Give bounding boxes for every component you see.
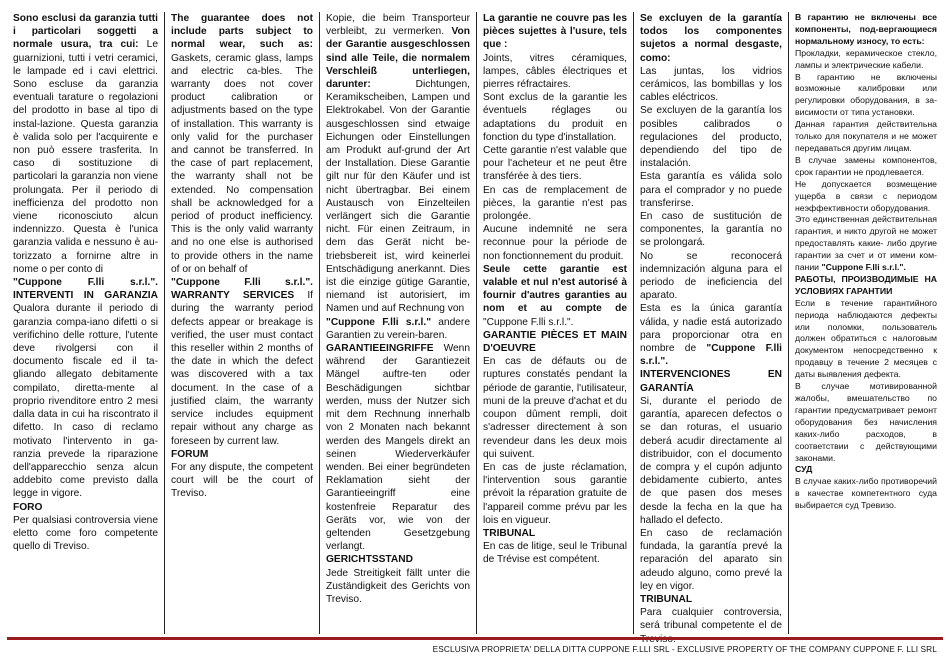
section-heading <box>795 274 937 298</box>
body-text: En cas de juste réclamation, l'intervention sous garantie prévoit la réparation gratuite de l'appareil comme prévu par les lois en vigueur. <box>483 461 627 526</box>
bold-text: FORO <box>13 501 43 513</box>
paragraph <box>795 72 937 120</box>
body-text: В случае мотивированной жалобы, вмешательство по гарантии предусматривает ремонт оборудования без начисления каких-либо расходов, в соответствии с действующими законами. <box>795 381 937 463</box>
body-text: No se reconocerá indemnización alguna para el periodo de ineficiencia del aparato. <box>640 250 782 302</box>
section-heading <box>326 553 470 566</box>
bold-text: "Cuppone F.lli s.r.l.". WARRANTY SERVICES <box>171 277 313 302</box>
body-text: Gaskets, ceramic glass, lamps and electric ca-bles. The warranty does not cover product calibration or adjustments based on the type of installation. This warranty is only valid for the purchaser and cannot be transferred. In the case of part replacement, the warranty shall not be extended. No compensation shall be acknowledged for a period of product inefficiency. This is the only valid warranty and no one else is authorised to provide others in the name of or on behalf of <box>171 52 313 275</box>
body-text: En cas de défauts ou de ruptures constatés pendant la période de garantie, l'utilisateur, muni de la preuve d'achat et du coupon dûment rempli, doit s'adresser directement à son revendeur dans les deux mois qui suivent. <box>483 356 627 460</box>
body-text: Sont exclus de la garantie les éventuels réglages ou adaptations du produit en fonction du type d'installation. <box>483 92 627 143</box>
section-heading <box>640 368 782 394</box>
body-text: Данная гарантия действительна только для покупателя и не может передаваться другим лицам. <box>795 119 937 153</box>
bold-text: TRIBUNAL <box>640 593 693 605</box>
paragraph <box>795 179 937 215</box>
bold-text: GARANTIEEINGRIFFE <box>326 343 434 355</box>
body-text: Прокладки, керамическое стекло, лампы и электрические кабели. <box>795 47 937 70</box>
paragraph <box>640 527 782 593</box>
bold-text: "Cuppone F.lli s.r.l.". <box>821 262 906 273</box>
paragraph <box>13 12 158 276</box>
paragraph <box>483 144 627 184</box>
column-spanish <box>633 12 788 634</box>
bold-text: Seule cette garantie est valable et nul n'est autorisé à fournir d'autres garanties au nom et au compte de <box>483 263 627 315</box>
paragraph <box>640 12 782 65</box>
paragraph <box>795 155 937 179</box>
bold-text: TRIBUNAL <box>483 527 536 539</box>
body-text: Это единственная действительная гарантия, и никто другой не может предоставлять какие- либо другие гарантии за счет и от имени ком-пании <box>795 214 937 273</box>
bold-text: СУД <box>795 464 813 475</box>
body-text: En caso de reclamación fundada, la garantía prevé la reparación del aparato sin adeudo alguno, como prevé la ley en vigor. <box>640 527 782 592</box>
paragraph <box>795 381 937 464</box>
paragraph <box>640 104 782 170</box>
paragraph <box>483 184 627 224</box>
paragraph <box>795 476 937 512</box>
body-text: Joints, vitres céramiques, lampes, câbles électriques et pierres réfractaires. <box>483 52 627 91</box>
paragraph <box>13 514 158 554</box>
bold-text: INTERVENCIONES EN GARANTÍA <box>640 369 782 394</box>
bold-text: Von der Garantie ausgeschlossen sind alle Teile, die normalem Verschleiß unterliegen, darunter: <box>326 26 470 91</box>
column-french <box>476 12 633 634</box>
bold-text: FORUM <box>171 448 209 460</box>
paragraph <box>483 223 627 263</box>
paragraph <box>326 12 470 316</box>
body-text: Le guarnizioni, tutti i vetri ceramici, le lampade ed i cavi elettrici. Sono escluse da garanzia eventuali tarature o regolazioni del prodotto in base al tipo di instal-lazione. Questa garanzia è valida solo per l'acquirente e non può essere trasferita. In caso di sostituzione di particolari la garanzia non viene prolungata. Per il periodo di inefficienza del prodotto non viene riconosciuto alcun indennizzo. Questa è l'unica garanzia valida e nessuno è au-torizzato a fornirne altre in nome o per conto di <box>13 39 158 275</box>
paragraph <box>795 214 937 274</box>
paragraph <box>795 48 937 72</box>
column-russian <box>788 12 943 634</box>
bold-text: "Cuppone F.lli s.r.l.". <box>640 343 782 368</box>
body-text: В случае замены компонентов, срок гарантии не продлевается. <box>795 154 937 177</box>
paragraph <box>483 12 627 52</box>
paragraph <box>13 276 158 500</box>
bold-text: РАБОТЫ, ПРОИЗВОДИМЫЕ НА УСЛОВИЯХ ГАРАНТИИ <box>795 273 937 296</box>
paragraph <box>483 263 627 329</box>
column-english <box>164 12 319 634</box>
footer-ownership-note: ESCLUSIVA PROPRIETA' DELLA DITTA CUPPONE F.LLI SRL - EXCLUSIVE PROPERTY OF THE COMPANY CUPPONE F. LLI SRL <box>432 644 937 654</box>
paragraph <box>795 119 937 155</box>
bold-text: La garantie ne couvre pas les pièces sujettes à l'usure, tels que : <box>483 13 627 51</box>
body-text: Aucune indemnité ne sera reconnue pour la période de non fonctionnement du produit. <box>483 224 627 262</box>
paragraph <box>640 65 782 105</box>
paragraph <box>483 355 627 461</box>
body-text: Se excluyen de la garantía los posibles calibrados o regulaciones del producto, dependiendo del tipo de instalación. <box>640 105 782 170</box>
text-columns <box>7 12 943 634</box>
section-heading <box>171 448 313 461</box>
paragraph <box>171 12 313 276</box>
column-german <box>319 12 476 634</box>
paragraph <box>795 12 937 48</box>
paragraph <box>483 52 627 92</box>
section-heading <box>13 501 158 514</box>
paragraph <box>795 298 937 381</box>
paragraph <box>326 567 470 607</box>
paragraph <box>483 540 627 566</box>
body-text: Не допускается возмещение ущерба в связи с периодом неэффективности оборудования. <box>795 178 937 213</box>
bold-text: Se excluyen de la garantía todos los componentes sujetos a normal desgaste, como: <box>640 13 782 64</box>
paragraph <box>640 302 782 368</box>
bold-text: "Cuppone F.lli s.r.l." <box>326 316 432 328</box>
paragraph <box>483 461 627 527</box>
section-heading <box>483 527 627 540</box>
body-text: Dichtungen, Keramikscheiben, Lampen und Elektrokabel. Von der Garantie ausgeschlossen sind etwaige Eichungen oder Einstellungen am Produkt auf-grund der Art der Installation. Diese Garantie gilt nur für den Käufer und ist nicht übertragbar. Bei einem Austausch von Einzelteilen verlängert sich die Garantie nicht. Für einen Zeitraum, in dem das Gerät nicht be-triebsbereit ist, wird keinerlei Entschädigung anerkannt. Dies ist die einzige gütige Garantie, niemand ist autorisiert, im Namen und auf Rechnung von <box>326 79 470 315</box>
bold-text: GERICHTSSTAND <box>326 554 413 566</box>
body-text: En cas de remplacement de pièces, la garantie n'est pas prolongée. <box>483 184 627 223</box>
body-text: Esta es la única garantía válida, y nadie está autorizado para proporcionar otra en nombre de <box>640 303 782 355</box>
paragraph <box>483 91 627 144</box>
paragraph <box>171 461 313 501</box>
section-heading <box>795 464 937 476</box>
body-text: Cette garantie n'est valable que pour l'acheteur et ne peut être transférée à des tiers. <box>483 145 627 183</box>
body-text: andere Garantien zu verein-baren. <box>326 316 470 341</box>
body-text: Si, durante el periodo de garantía, aparecen defectos o se dan roturas, el usuario deberá acudir directamente al distribuidor, con el documento de compra y el cupón adjunto debidamente cubierto, antes de que pasen dos meses desde la fecha en la que ha hallado el defecto. <box>640 395 782 526</box>
bold-text: GARANTIE PIÈCES ET MAIN D'OEUVRE <box>483 329 627 355</box>
body-text: "Cuppone F.lli s.r.l.". <box>483 316 574 328</box>
section-heading <box>483 329 627 355</box>
body-text: Если в течение гарантийного периода наблюдаются дефекты или поломки, пользователь должен обратиться с налоговым документом непосредственно к продавцу в течение 2 месяцев с даты выявления дефекта. <box>795 297 937 380</box>
body-text: En cas de litige, seul le Tribunal de Trévise est compétent. <box>483 541 627 566</box>
footer-rule <box>7 637 943 640</box>
bold-text: "Cuppone F.lli s.r.l.". INTERVENTI IN GARANZIA <box>13 277 158 302</box>
body-text: Per qualsiasi controversia viene eletto come foro competente quello di Treviso. <box>13 514 158 553</box>
paragraph <box>171 276 313 448</box>
paragraph <box>640 395 782 527</box>
bold-text: В гарантию не включены все компоненты, под-вергающиеся нормальному износу, то есть: <box>795 12 937 46</box>
body-text: En caso de sustitución de componentes, la garantía no se prolongará. <box>640 211 782 249</box>
body-text: For any dispute, the competent court will be the court of Treviso. <box>171 461 313 500</box>
column-italian <box>7 12 164 634</box>
section-heading <box>326 342 470 553</box>
paragraph <box>640 170 782 210</box>
bold-text: The guarantee does not include parts subject to normal wear, such as: <box>171 13 313 51</box>
paragraph <box>640 250 782 303</box>
body-text: If during the warranty period defects appear or breakage is verified, the user must contact this reseller within 2 months of the date in which the defect was discovered with a tax document. In the case of a justified claim, the warranty service includes equipment repair without any charge as foreseen by current law. <box>171 290 313 447</box>
body-text: Jede Streitigkeit fällt unter die Zuständigkeit des Gerichts von Treviso. <box>326 567 470 605</box>
body-text: Wenn während der Garantiezeit Mängel auftre-ten oder Beschädigungen sichtbar werden, muss der Nutzer sich mit dem Rechnung innerhalb von 2 Monaten nach bekannt werden des Mangels direkt an seinen Wiederverkäufer wenden. Bei einer begründeten Reklamation sieht der Garantieeingriff eine kostenfreie Reparatur des Geräts vor, wie von der geltenden Gesetzgebung verlangt. <box>326 343 470 553</box>
section-heading <box>640 593 782 606</box>
body-text: В случае каких-либо противоречий в качестве компетентного суда выбирается суд Тревизо. <box>795 476 937 511</box>
paragraph <box>640 210 782 250</box>
body-text: В гарантию не включены возможные калибровки или регулировки оборудования, в за-висимости от типа установки. <box>795 71 937 118</box>
body-text: Las juntas, los vidrios cerámicos, las bombillas y los cables eléctricos. <box>640 65 782 104</box>
body-text: Qualora durante il periodo di garanzia compa-iano difetti o si verifichino delle rotture, l'utente deve rivolgersi con il documento fiscale ed il ta-gliando allegato debitamente compilato, diretta-mente al proprio rivenditore entro 2 mesi dalla data in cui ha riscontrato il difetto. In caso di reclamo motivato l'intervento in ga-ranzia prevede la riparazione dell'apparecchio senza alcun addebito come previsto dalla legge in vigore. <box>13 303 158 500</box>
paragraph <box>326 316 470 342</box>
bold-text: Sono esclusi da garanzia tutti i particolari soggetti a normale usura, tra cui: <box>13 13 158 51</box>
body-text: Esta garantía es válida solo para el comprador y no puede transferirse. <box>640 171 782 209</box>
body-text: Kopie, die beim Transporteur verbleibt, zu vermerken. <box>326 13 470 38</box>
body-text: Para cualquier controversia, será tribunal competente el de <box>640 607 782 632</box>
